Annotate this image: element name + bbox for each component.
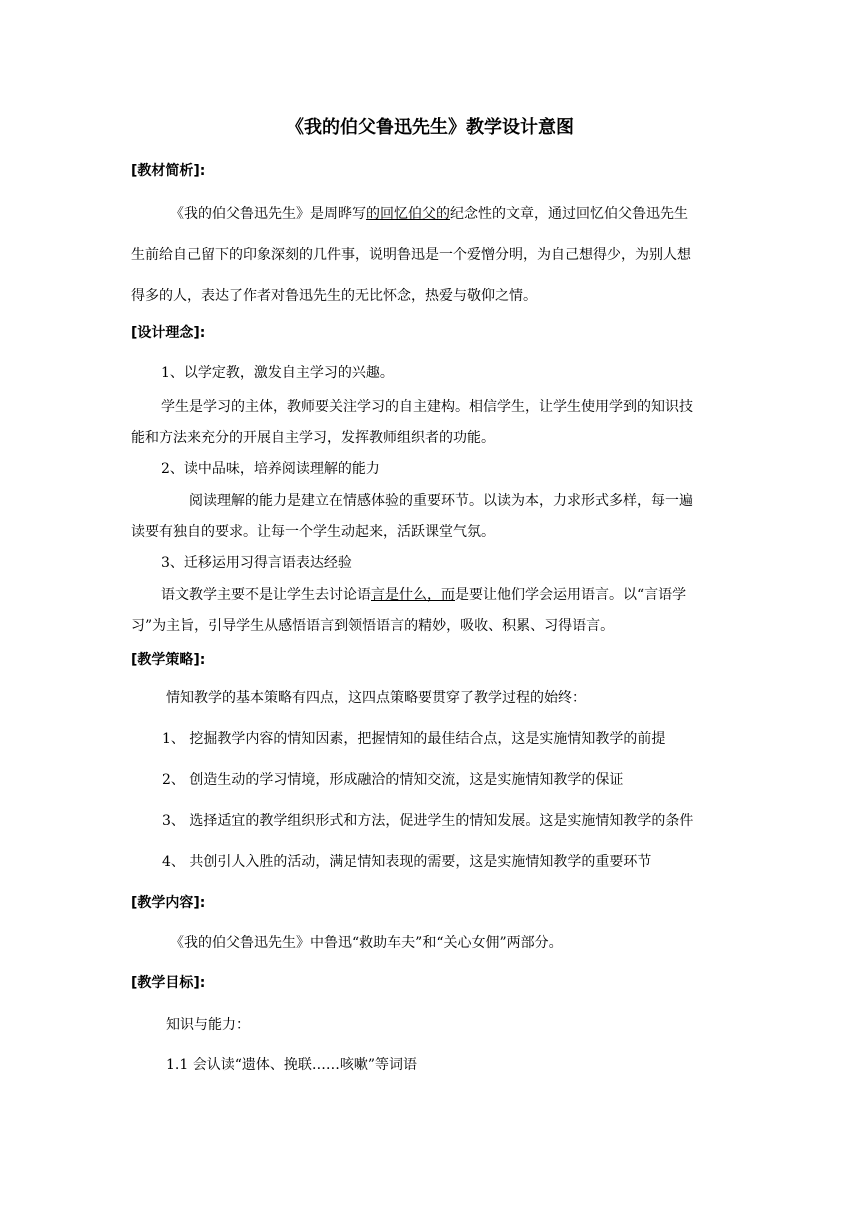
paragraph-line: 读要有独自的要求。让每一个学生动起来，活跃课堂气氛。 — [131, 524, 495, 540]
list-item: 1、以学定教，激发自主学习的兴趣。 — [161, 365, 394, 381]
paragraph-line: 得多的人，表达了作者对鲁迅先生的无比怀念，热爱与敬仰之情。 — [131, 288, 537, 304]
paragraph-line: 能和方法来充分的开展自主学习，发挥教师组织者的功能。 — [131, 430, 495, 446]
list-item: 1、 挖掘教学内容的情知因素，把握情知的最佳结合点，这是实施情知教学的前提 — [162, 731, 666, 747]
paragraph-line: 生前给自己留下的印象深刻的几件事，说明鲁迅是一个爱憎分明，为自己想得少，为别人想 — [131, 247, 691, 263]
list-item: 1.1 会认读“遗体、挽联……咳嗽”等词语 — [166, 1057, 418, 1073]
paragraph-line: 情知教学的基本策略有四点，这四点策略要贯穿了教学过程的始终： — [166, 690, 586, 706]
list-item: 2、 创造生动的学习情境，形成融洽的情知交流，这是实施情知教学的保证 — [162, 772, 624, 788]
paragraph-line: 习”为主旨，引导学生从感悟语言到领悟语言的精妙，吸收、积累、习得语言。 — [131, 618, 615, 634]
list-item: 3、迁移运用习得言语表达经验 — [161, 555, 352, 571]
paragraph-line: 语文教学主要不是让学生去讨论语言是什么，而是要让他们学会运用语言。以“言语学 — [161, 587, 687, 603]
list-item: 4、 共创引人入胜的活动，满足情知表现的需要，这是实施情知教学的重要环节 — [162, 854, 652, 870]
section-heading-materials: [教材简析]: — [131, 163, 206, 179]
underlined-text: 的回忆伯父的 — [366, 206, 450, 222]
paragraph-line: 知识与能力： — [166, 1017, 250, 1033]
paragraph-line: 学生是学习的主体，教师要关注学习的自主建构。相信学生，让学生使用学到的知识技 — [161, 399, 693, 415]
list-item: 2、读中品味，培养阅读理解的能力 — [161, 461, 380, 477]
section-heading-content: [教学内容]: — [131, 895, 206, 911]
section-heading-design: [设计理念]: — [131, 325, 206, 341]
paragraph-line: 《我的伯父鲁迅先生》是周晔写的回忆伯父的纪念性的文章，通过回忆伯父鲁迅先生 — [170, 206, 688, 222]
paragraph-line: 阅读理解的能力是建立在情感体验的重要环节。以读为本，力求形式多样，每一遍 — [189, 493, 693, 509]
underlined-text: 言是什么，而 — [371, 587, 455, 603]
paragraph-line: 《我的伯父鲁迅先生》中鲁迅“救助车夫”和“关心女佣”两部分。 — [170, 935, 563, 951]
section-heading-strategy: [教学策略]: — [131, 652, 206, 668]
section-heading-goals: [教学目标]: — [131, 975, 206, 991]
document-title: 《我的伯父鲁迅先生》教学设计意图 — [286, 117, 574, 138]
list-item: 3、 选择适宜的教学组织形式和方法，促进学生的情知发展。这是实施情知教学的条件 — [162, 813, 694, 829]
